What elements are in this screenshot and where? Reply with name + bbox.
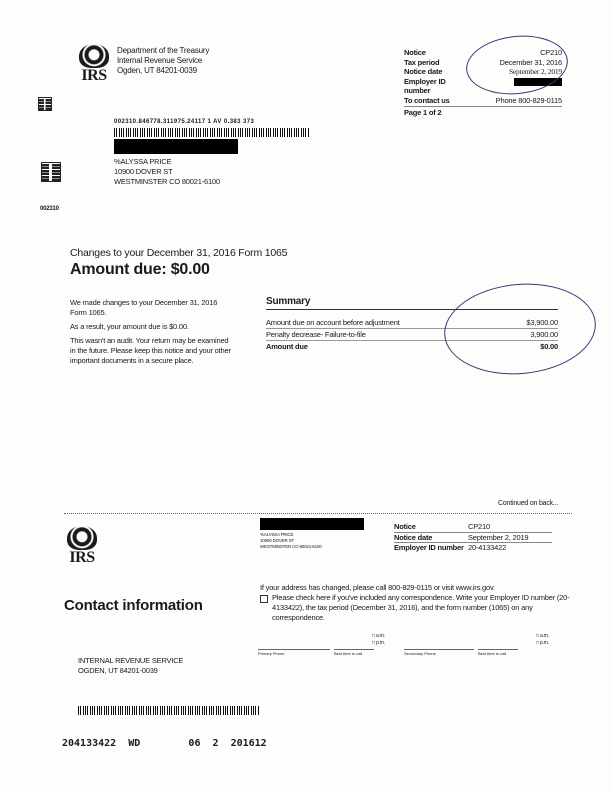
address-line: Department of the Treasury xyxy=(117,46,210,55)
notice-row: Notice CP210 xyxy=(404,48,562,57)
address-line: Ogden, UT 84201-0039 xyxy=(117,66,197,75)
stub-notice-table xyxy=(394,522,552,553)
name-redaction xyxy=(260,518,364,530)
secondary-phone-field[interactable]: Secondary Phone xyxy=(404,649,474,656)
continued-note: Continued on back... xyxy=(498,500,559,507)
checkbox-label: Please check here if you've included any correspondence. Write your Employer ID number (20-4133422), the tax period (December 31, 2016), and the form number (1065) on any correspondence. xyxy=(272,593,570,622)
paragraph: We made changes to your December 31, 2016 Form 1065. xyxy=(70,298,218,317)
recipient-line: 10900 DOVER ST xyxy=(260,538,294,543)
recipient-line: WESTMINSTER CO 80021-6100 xyxy=(114,177,220,186)
side-code: 002310 xyxy=(40,206,59,212)
name-redaction xyxy=(114,139,238,154)
address-line: OGDEN, UT 84201-0039 xyxy=(78,666,158,675)
notice-row: Notice CP210 xyxy=(394,522,552,533)
recipient-line: %ALYSSA PRICE xyxy=(260,532,294,537)
qr-code-icon xyxy=(41,162,61,182)
scan-line: 204133422 WD 06 2 201612 xyxy=(62,738,267,749)
logo-text: IRS xyxy=(81,67,107,84)
employer-id-row: Employer ID number 20-4133422 xyxy=(394,543,507,553)
page-subtitle: Changes to your December 31, 2016 Form 1065 xyxy=(70,247,288,259)
stub-recipient xyxy=(260,532,322,550)
am-pm-choice[interactable]: □ a.m. □ p.m. xyxy=(536,633,549,646)
summary-total-row: Amount due $0.00 xyxy=(266,342,558,351)
tear-line xyxy=(64,513,572,514)
summary-row: Amount due on account before adjustment $3,900.00 xyxy=(266,318,558,327)
best-time-field[interactable]: Best time to call xyxy=(478,649,518,656)
postal-barcode xyxy=(78,706,260,715)
address-line: Internal Revenue Service xyxy=(117,56,203,65)
recipient-line: WESTMINSTER CO 80021-6100 xyxy=(260,544,322,549)
paragraph: As a result, your amount due is $0.00. xyxy=(70,322,189,331)
page-title: Amount due: $0.00 xyxy=(70,261,210,278)
agency-address xyxy=(117,46,209,76)
eagle-icon xyxy=(67,526,97,550)
intro-text xyxy=(70,298,232,366)
recipient-line: %ALYSSA PRICE xyxy=(114,157,172,166)
primary-phone-field[interactable]: Primary Phone xyxy=(258,649,330,656)
irs-mailing-address xyxy=(78,656,183,676)
notice-date-row: Notice date September 2, 2019 xyxy=(394,533,552,544)
paragraph: This wasn't an audit. Your return may be examined in the future. Please keep this notice and your other important documents in a secure place. xyxy=(70,336,231,365)
address-change-text: If your address has changed, please call 800-829-0115 or visit www.irs.gov. xyxy=(260,583,495,592)
am-pm-choice[interactable]: □ a.m. □ p.m. xyxy=(372,633,385,646)
employer-id-row: Employer ID number xyxy=(404,77,562,96)
irs-logo xyxy=(74,44,114,84)
recipient-address xyxy=(114,157,220,187)
best-time-field[interactable]: Best time to call xyxy=(334,649,374,656)
small-qr-icon xyxy=(38,97,52,111)
correspondence-checkbox[interactable] xyxy=(260,595,268,603)
tax-period-row: Tax period December 31, 2016 xyxy=(404,57,562,67)
logo-text: IRS xyxy=(69,549,95,566)
correspondence-checkbox-row[interactable] xyxy=(260,593,574,623)
eagle-icon xyxy=(79,44,109,68)
contact-row: To contact us Phone 800-829-0115 xyxy=(404,95,562,105)
correspondence-block xyxy=(260,583,574,623)
summary-heading: Summary xyxy=(266,296,558,310)
contact-title: Contact information xyxy=(64,597,203,614)
recipient-line: 10900 DOVER ST xyxy=(114,167,173,176)
address-barcode xyxy=(114,128,310,137)
pen-circle xyxy=(440,278,599,381)
address-line: INTERNAL REVENUE SERVICE xyxy=(78,656,184,665)
barcode-text: 002310.846778.311975.24117 1 AV 0.383 373 xyxy=(114,119,255,125)
notice-date-row: Notice date September 2, 2019 xyxy=(404,67,562,77)
summary-row: Penalty decrease- Failure-to-file 3,900.00 xyxy=(266,330,558,339)
phone-fields xyxy=(258,649,574,656)
page-label: Page 1 of 2 xyxy=(404,107,442,117)
irs-logo xyxy=(62,526,102,566)
